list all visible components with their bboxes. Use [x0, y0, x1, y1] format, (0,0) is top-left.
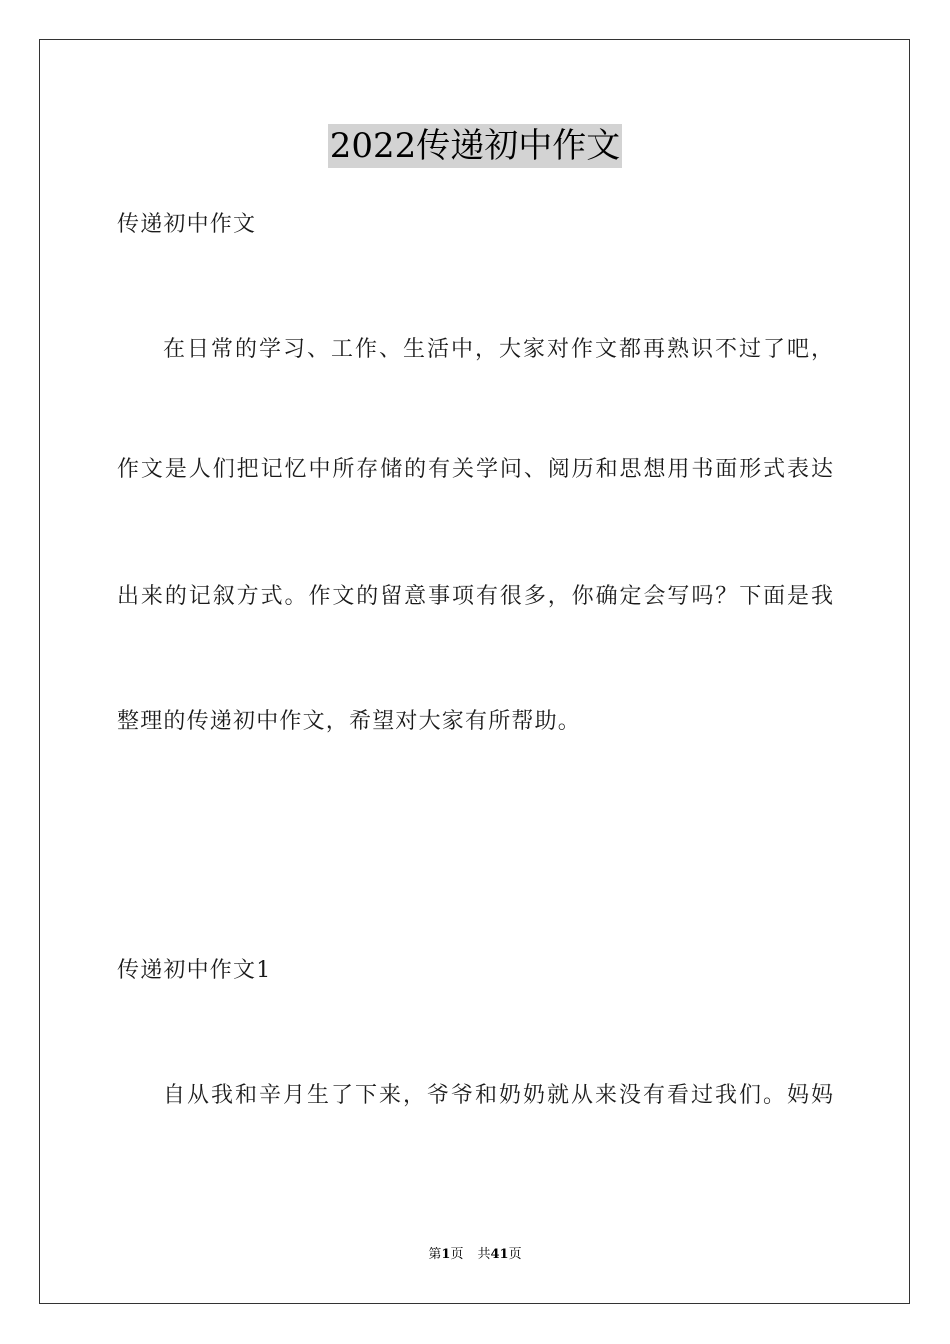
- paragraph-line-2: 作文是人们把记忆中所存储的有关学问、阅历和思想用书面形式表达: [117, 457, 833, 482]
- footer-total-pages: 41: [490, 1247, 509, 1262]
- footer-page-prefix: 第: [428, 1247, 442, 1262]
- footer-page-suffix: 页: [450, 1247, 464, 1262]
- paragraph-line-1: 在日常的学习、工作、生活中，大家对作文都再熟识不过了吧，: [163, 337, 833, 362]
- paragraph-line-3: 出来的记叙方式。作文的留意事项有很多，你确定会写吗？下面是我: [117, 584, 833, 609]
- paragraph-line-5: 自从我和辛月生了下来，爷爷和奶奶就从来没有看过我们。妈妈: [163, 1083, 833, 1108]
- paragraph-line-4: 整理的传递初中作文，希望对大家有所帮助。: [117, 709, 582, 734]
- section-heading-intro: 传递初中作文: [117, 212, 257, 237]
- footer-total-suffix: 页: [508, 1247, 522, 1262]
- title-container: [0, 124, 950, 168]
- document-title: 2022传递初中作文: [329, 126, 621, 166]
- footer-total-prefix: 共: [477, 1247, 491, 1262]
- page-footer: [0, 1246, 950, 1264]
- section-heading-essay-1: 传递初中作文1: [117, 958, 272, 983]
- footer-page-number: 1: [441, 1247, 451, 1262]
